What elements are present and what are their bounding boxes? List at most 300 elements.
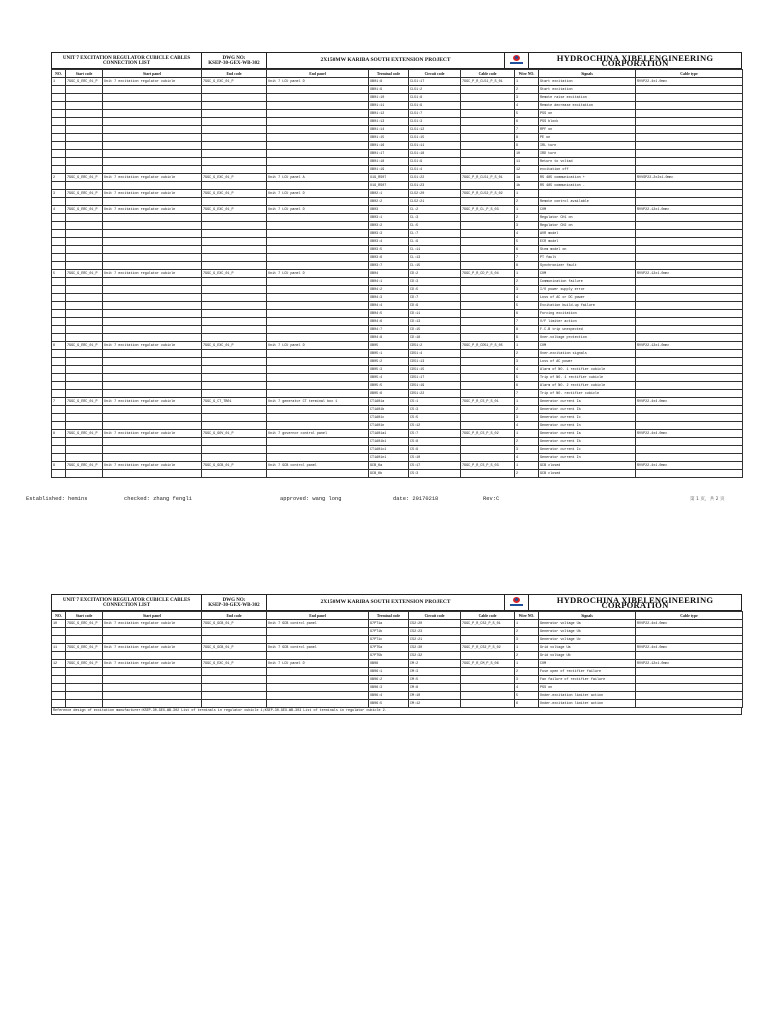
table-cell [66, 198, 103, 206]
table-row [52, 254, 743, 262]
table-cell: 7GGC_G_GOV_01_P [202, 430, 267, 438]
table-cell: 7GGC_G_EXC_01_P [202, 206, 267, 214]
table-cell: 7GGC_P_R_CM_P_S_06 [461, 660, 515, 668]
table-cell [461, 310, 515, 318]
table-cell: CM:12 [409, 700, 461, 708]
table-cell: 7GGC_P_R_CS_P_S_01 [461, 398, 515, 406]
table-cell: 1 [515, 620, 539, 628]
table-cell: XB01:9 [369, 86, 409, 94]
table-cell: CS2:23 [409, 628, 461, 636]
table-cell [52, 166, 66, 174]
table-cell: CT1A01a [369, 398, 409, 406]
table-cell [461, 446, 515, 454]
table-cell [202, 636, 267, 644]
table-cell [52, 374, 66, 382]
table-cell [267, 358, 369, 366]
table-cell [52, 700, 66, 708]
table-cell: CT1A01c1 [369, 446, 409, 454]
table-cell [461, 246, 515, 254]
table-cell [461, 628, 515, 636]
table-row [52, 150, 743, 158]
table-cell [267, 676, 369, 684]
table-cell [52, 692, 66, 700]
table-cell [636, 134, 743, 142]
table-cell [636, 142, 743, 150]
table-row [52, 342, 743, 350]
table-cell [103, 636, 202, 644]
table-cell: CL51:23 [409, 182, 461, 190]
table-cell: 6 [515, 382, 539, 390]
table-cell: PSS block [539, 118, 636, 126]
table-cell [202, 238, 267, 246]
table-cell: Generator current Ia [539, 430, 636, 438]
table-row [52, 636, 743, 644]
table-cell: 9 [515, 142, 539, 150]
table-cell: XB01:15 [369, 134, 409, 142]
table-cell: CS:7 [409, 430, 461, 438]
table-cell [267, 310, 369, 318]
table-cell: Grid voltage Ub [539, 652, 636, 660]
table-cell [202, 310, 267, 318]
table-cell: CL:7 [409, 230, 461, 238]
table-cell [636, 254, 743, 262]
table-cell: Unit 7 LCU panel D [267, 190, 369, 198]
table-cell: CD51:4 [409, 350, 461, 358]
table-cell: Unit 7 GCB control panel [267, 620, 369, 628]
table-cell [267, 628, 369, 636]
table-cell: Stem model on [539, 246, 636, 254]
table-cell: RVVP22-12x1.0mm² [636, 342, 743, 350]
table-cell: CL51:9 [409, 158, 461, 166]
table-cell: XB05 [369, 342, 409, 350]
table-cell: PSS on [539, 684, 636, 692]
table-cell: 2 [515, 406, 539, 414]
table-cell [52, 668, 66, 676]
table-cell [66, 166, 103, 174]
table-cell [66, 110, 103, 118]
table-row [52, 166, 743, 174]
table-cell [66, 222, 103, 230]
table-cell: CL:5 [409, 222, 461, 230]
page-number: 第 1 页，共 2 页 [690, 497, 725, 502]
table-cell: RS 485 communication - [539, 182, 636, 190]
table-cell [66, 102, 103, 110]
table-cell: Generator voltage Ub [539, 628, 636, 636]
table-cell: CS:5 [409, 414, 461, 422]
table-cell [267, 470, 369, 478]
table-cell [52, 358, 66, 366]
table-cell [52, 158, 66, 166]
table-cell: CL51:17 [409, 78, 461, 86]
table-cell [636, 278, 743, 286]
column-header: Start code [66, 70, 103, 78]
table-cell: XB06 [369, 660, 409, 668]
table-cell: 7GGC_G_ERC_01_P [66, 78, 103, 86]
table-cell: CS2:32 [409, 652, 461, 660]
table-cell: Unit 7 excitation regulator cubicle [103, 190, 202, 198]
table-cell [202, 692, 267, 700]
table-cell [52, 390, 66, 398]
table-cell [636, 86, 743, 94]
table-cell: CD:9 [409, 302, 461, 310]
table-cell: 2 [515, 628, 539, 636]
table-cell: 2 [515, 214, 539, 222]
table-cell: XB03:5 [369, 246, 409, 254]
table-cell: Generator current In [539, 422, 636, 430]
table-cell [66, 294, 103, 302]
table-cell [267, 94, 369, 102]
table-cell: CL51:7 [409, 110, 461, 118]
column-header: Cable type [636, 612, 743, 620]
table-cell [103, 422, 202, 430]
table-cell [103, 668, 202, 676]
table-cell [267, 142, 369, 150]
table-cell [52, 294, 66, 302]
table-cell [202, 446, 267, 454]
table-cell: XB04:3 [369, 294, 409, 302]
table-cell [202, 382, 267, 390]
project-name: 2X150MW KARIBA SOUTH EXTENSION PROJECT [267, 595, 505, 610]
table-cell [202, 86, 267, 94]
table-cell: XB05:1 [369, 350, 409, 358]
table-cell: 2 [515, 198, 539, 206]
table-cell [52, 262, 66, 270]
date-field: date: 20170218 [393, 496, 439, 502]
table-cell [52, 636, 66, 644]
table-cell [52, 238, 66, 246]
table-row [52, 174, 743, 182]
table-cell [202, 350, 267, 358]
table-cell [636, 158, 743, 166]
table-cell: RVVP22-4x4.0mm² [636, 398, 743, 406]
table-cell [66, 422, 103, 430]
table-cell: XB03:3 [369, 230, 409, 238]
table-cell: CD51:2 [409, 342, 461, 350]
table-cell [202, 254, 267, 262]
column-header: Cable code [461, 70, 515, 78]
table-cell [636, 230, 743, 238]
table-cell [267, 286, 369, 294]
table-row [52, 182, 743, 190]
table-cell [103, 294, 202, 302]
table-cell [267, 406, 369, 414]
table-cell: XB05:6 [369, 390, 409, 398]
table-cell [267, 318, 369, 326]
table-row [52, 286, 743, 294]
table-cell [461, 110, 515, 118]
table-cell: XB03:1 [369, 214, 409, 222]
table-cell [66, 414, 103, 422]
table-cell: Return to voltad [539, 158, 636, 166]
table-cell [636, 150, 743, 158]
table-cell [636, 700, 743, 708]
table-cell [461, 454, 515, 462]
table-row [52, 414, 743, 422]
table-cell [461, 262, 515, 270]
table-cell [103, 652, 202, 660]
table-cell: Alarm of NO. 1 rectifier cubicle [539, 366, 636, 374]
table-cell [636, 302, 743, 310]
table-cell [103, 246, 202, 254]
table-cell [636, 326, 743, 334]
table-cell: X19_RS07 [369, 182, 409, 190]
table-row [52, 660, 743, 668]
table-cell [267, 636, 369, 644]
table-row [52, 644, 743, 652]
table-cell [66, 438, 103, 446]
table-cell [52, 254, 66, 262]
table-cell: CL51:18 [409, 150, 461, 158]
table-row [52, 454, 743, 462]
table-cell [267, 222, 369, 230]
table-cell: Unit 7 excitation regulator cubicle [103, 206, 202, 214]
table-cell [66, 652, 103, 660]
table-cell: 7GGC_G_GCB_01_P [202, 462, 267, 470]
table-cell [52, 684, 66, 692]
table-cell [636, 126, 743, 134]
table-cell: 1 [515, 660, 539, 668]
table-cell [202, 358, 267, 366]
table-cell: 1 [515, 430, 539, 438]
table-cell [52, 334, 66, 342]
table-cell: F.C.B trip unexpected [539, 326, 636, 334]
table-cell [52, 142, 66, 150]
table-cell: Generator current Ic [539, 446, 636, 454]
table-cell [202, 182, 267, 190]
column-header: Signals [539, 70, 636, 78]
dwg-no: KSEP-30-GEX-WB-302 [208, 60, 260, 66]
table-cell [66, 254, 103, 262]
table-cell: Alarm of NO. 2 rectifier cubicle [539, 382, 636, 390]
table-cell: CT1A01b1 [369, 438, 409, 446]
table-cell: CL:15 [409, 262, 461, 270]
table-cell: COM [539, 206, 636, 214]
signature-footer [26, 496, 742, 506]
table-cell [267, 166, 369, 174]
table-cell: 7GGC_P_R_CL52_P_S_02 [461, 190, 515, 198]
table-cell [202, 684, 267, 692]
table-cell: CL51:9 [409, 102, 461, 110]
table-cell: 7GGC_G_EXC_01_P [202, 190, 267, 198]
table-row [52, 700, 743, 708]
table-cell [202, 102, 267, 110]
table-cell [636, 110, 743, 118]
table-cell [636, 438, 743, 446]
table-cell: 7 [515, 126, 539, 134]
table-cell: 1b [515, 182, 539, 190]
table-cell [461, 422, 515, 430]
table-cell: CL:2 [409, 206, 461, 214]
table-cell [461, 134, 515, 142]
table-cell [103, 684, 202, 692]
table-cell: 1 [515, 206, 539, 214]
table-cell: 2 [515, 470, 539, 478]
table-cell: 7GGC_P_R_CL_P_S_03 [461, 206, 515, 214]
table-cell [202, 110, 267, 118]
list-title [52, 53, 202, 68]
table-cell: XB06:3 [369, 684, 409, 692]
table-row [52, 438, 743, 446]
table-cell: 7GGC_G_EXC_01_P [202, 342, 267, 350]
table-cell: XB04:7 [369, 326, 409, 334]
table-cell [52, 246, 66, 254]
corporation-name: HYDROCHINA XIBEI ENGINEERING CORPORATION [556, 52, 714, 68]
table-cell [52, 676, 66, 684]
table-cell [52, 652, 66, 660]
table-cell: XB05:5 [369, 382, 409, 390]
table-cell [461, 142, 515, 150]
column-header: Cable type [636, 70, 743, 78]
table-cell [202, 118, 267, 126]
table-cell: Generator current Ib [539, 438, 636, 446]
table-cell [461, 358, 515, 366]
table-cell: Unit 7 GCB control panel [267, 462, 369, 470]
table-row [52, 668, 743, 676]
table-cell: Unit 7 LCU panel A [267, 174, 369, 182]
table-row [52, 446, 743, 454]
title-line-1: UNIT 7 EXCITATION REGULATOR CUBICLE CABLES [62, 597, 191, 603]
table-cell: CL:11 [409, 246, 461, 254]
table-cell [267, 422, 369, 430]
table-row [52, 294, 743, 302]
table-cell: Loss of AC power [539, 358, 636, 366]
table-cell [202, 454, 267, 462]
table-cell [66, 86, 103, 94]
table-cell: G7PT1c [369, 636, 409, 644]
table-cell: XB01:18 [369, 158, 409, 166]
table-row [52, 246, 743, 254]
table-cell: XB04:2 [369, 286, 409, 294]
table-cell: Unit 7 excitation regulator cubicle [103, 398, 202, 406]
drawing-number [202, 53, 267, 68]
table-row [52, 406, 743, 414]
table-row [52, 676, 743, 684]
table-cell: GCB_Kb [369, 470, 409, 478]
table-cell [636, 214, 743, 222]
table-cell: XB03:2 [369, 222, 409, 230]
table-cell: CD:3 [409, 278, 461, 286]
table-cell: X19_RS07 [369, 174, 409, 182]
table-cell [103, 406, 202, 414]
table-cell: PE on [539, 134, 636, 142]
table-cell: 10 [515, 150, 539, 158]
table-row [52, 230, 743, 238]
table-cell: 4 [515, 102, 539, 110]
table-cell: Grid voltage Ua [539, 644, 636, 652]
table-cell: Regulator CH1 on [539, 214, 636, 222]
table-cell: 7GGC_P_R_CS_P_S_02 [461, 430, 515, 438]
table-cell: CL51:12 [409, 126, 461, 134]
table-cell [103, 358, 202, 366]
table-cell: Generator current In [539, 454, 636, 462]
table-cell [66, 382, 103, 390]
table-row [52, 398, 743, 406]
table-cell: Trip of NO. rectifier cubicle [539, 390, 636, 398]
table-cell [103, 446, 202, 454]
table-cell: 8 [515, 134, 539, 142]
table-cell: 4 [52, 206, 66, 214]
table-row [52, 110, 743, 118]
dwg-label: DWG NO: [222, 597, 246, 603]
table-cell [202, 222, 267, 230]
table-cell [52, 118, 66, 126]
table-cell [267, 668, 369, 676]
table-cell [202, 374, 267, 382]
table-row [52, 214, 743, 222]
table-row [52, 118, 743, 126]
table-cell: 7GGC_P_R_CS2_P_S_02 [461, 644, 515, 652]
table-cell: CS2:21 [409, 636, 461, 644]
table-cell [461, 278, 515, 286]
table-cell: 2 [515, 438, 539, 446]
table-cell: XB06:4 [369, 692, 409, 700]
table-cell: V/F limiter action [539, 318, 636, 326]
table-cell: 7GGC_G_ERC_01_P [66, 174, 103, 182]
table-cell [103, 278, 202, 286]
table-cell: 7GGC_P_R_CS_P_S_03 [461, 462, 515, 470]
table-cell [267, 246, 369, 254]
table-cell [636, 222, 743, 230]
table-cell: CS:10 [409, 454, 461, 462]
table-cell [52, 286, 66, 294]
table-cell: 7GGC_G_EXC_01_P [202, 270, 267, 278]
table-cell [202, 278, 267, 286]
table-cell: G7PT1b [369, 628, 409, 636]
table-cell [202, 406, 267, 414]
table-cell: CM:10 [409, 692, 461, 700]
table-cell: CM:2 [409, 660, 461, 668]
table-cell [202, 166, 267, 174]
table-cell: 4 [515, 454, 539, 462]
table-row [52, 94, 743, 102]
table-cell [52, 628, 66, 636]
table-cell: Generator current Ia [539, 398, 636, 406]
table-cell: XB04:6 [369, 318, 409, 326]
table-cell: 6 [515, 118, 539, 126]
cable-table-2 [51, 611, 743, 708]
table-cell [202, 668, 267, 676]
table-cell [267, 110, 369, 118]
table-cell [66, 350, 103, 358]
table-cell: 4 [515, 294, 539, 302]
title-line-2: CONNECTION LIST [102, 602, 151, 608]
table-cell [52, 150, 66, 158]
table-cell: RVVP22-4x4.0mm² [636, 620, 743, 628]
table-cell: CL51:4 [409, 166, 461, 174]
table-cell [103, 286, 202, 294]
table-cell: Synchronizer fault [539, 262, 636, 270]
column-header: Wire NO. [515, 70, 539, 78]
table-cell [461, 668, 515, 676]
table-cell [636, 310, 743, 318]
table-cell [103, 126, 202, 134]
revision: Rev:C [483, 496, 500, 502]
table-cell: 7GGC_G_ERC_01_P [66, 270, 103, 278]
table-cell [202, 326, 267, 334]
table-cell: 2 [515, 668, 539, 676]
table-row [52, 270, 743, 278]
table-cell: CS2:20 [409, 620, 461, 628]
table-cell: 1 [515, 270, 539, 278]
table-cell [103, 326, 202, 334]
table-cell [636, 334, 743, 342]
table-cell: XB01:14 [369, 126, 409, 134]
table-cell: XB02:1 [369, 190, 409, 198]
table-cell [66, 406, 103, 414]
table-cell [461, 334, 515, 342]
table-cell [461, 302, 515, 310]
table-cell: Excitation build-up failure [539, 302, 636, 310]
